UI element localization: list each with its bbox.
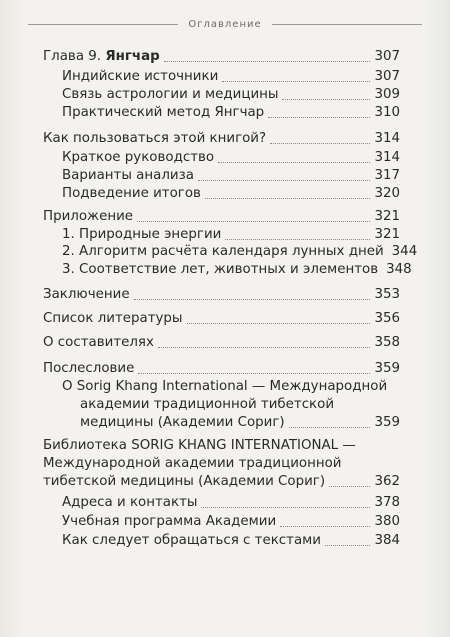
chapter-title: Янгчар <box>105 49 160 64</box>
toc-entry-conclusion[interactable] <box>43 286 400 304</box>
dot-leader <box>268 117 370 118</box>
page-number: 344 <box>391 244 418 259</box>
page-number: 317 <box>374 168 400 183</box>
dot-leader <box>158 347 371 348</box>
toc-entry-label: Послесловие <box>43 361 135 376</box>
toc-entry-analysis-variants[interactable] <box>62 167 400 185</box>
toc-entry-how-to-use[interactable] <box>43 130 400 148</box>
toc-entry-label: Краткое руководство <box>62 150 215 165</box>
page-number: 362 <box>374 474 400 489</box>
dot-leader <box>289 427 371 428</box>
toc-entry-years-animals[interactable] <box>62 261 412 279</box>
dot-leader <box>225 239 370 240</box>
page-number: 314 <box>374 150 400 165</box>
toc-entry-library[interactable] <box>43 437 400 491</box>
dot-leader <box>137 221 370 222</box>
dot-leader <box>222 81 370 82</box>
toc-entry-label: Как пользоваться этой книгой? <box>43 131 267 146</box>
toc-entry-curriculum[interactable] <box>62 513 400 531</box>
toc-entry-natural-energies[interactable] <box>62 226 400 244</box>
dot-leader <box>205 198 371 199</box>
page-number: 307 <box>374 69 400 84</box>
toc-entry-label: Подведение итогов <box>62 186 201 201</box>
dot-leader <box>134 299 371 300</box>
dot-leader <box>201 507 370 508</box>
toc-entry-summary[interactable] <box>62 185 400 203</box>
page-number: 353 <box>374 287 400 302</box>
dot-leader <box>329 486 370 487</box>
dot-leader <box>218 162 370 163</box>
toc-entry-compilers[interactable] <box>43 334 400 352</box>
dot-leader <box>198 180 370 181</box>
toc-entry-astrology-medicine[interactable] <box>62 86 400 104</box>
toc-entry-texts-handling[interactable] <box>62 532 400 550</box>
dot-leader <box>164 61 371 62</box>
page-number: 310 <box>374 105 400 120</box>
toc-entry-afterword[interactable] <box>43 360 400 378</box>
page-number: 321 <box>374 227 400 242</box>
page-number: 358 <box>374 335 400 350</box>
page-number: 359 <box>374 361 400 376</box>
toc-entry-label: 2. Алгоритм расчёта календаря лунных дней <box>62 244 384 259</box>
page-number: 348 <box>386 262 412 277</box>
toc-entry-chapter9[interactable] <box>43 48 400 66</box>
page-number: 320 <box>374 186 400 201</box>
toc-entry-quick-guide[interactable] <box>62 149 400 167</box>
toc-entry-label: Приложение <box>43 209 134 224</box>
toc-entry-lunar-calendar[interactable] <box>62 243 418 261</box>
toc-entry-indian-sources[interactable] <box>62 68 400 86</box>
dot-leader <box>270 143 370 144</box>
page-number: 380 <box>374 514 400 529</box>
toc-entry-label: 1. Природные энергии <box>62 227 222 242</box>
toc-entry-label <box>43 48 160 66</box>
toc-entry-label: Заключение <box>43 287 130 302</box>
toc-entry-addresses[interactable] <box>62 494 400 512</box>
toc-entry-label-line3: медицины (Академии Сориг) <box>80 415 285 430</box>
toc-entry-label-line2: академии традиционной тибетской <box>80 397 335 412</box>
dot-leader <box>280 526 370 527</box>
toc-entry-label: Практический метод Янгчар <box>62 105 265 120</box>
toc-entry-label-line1: Библиотека SORIG KHANG INTERNATIONAL — <box>43 438 356 453</box>
toc-entry-label: Адреса и контакты <box>62 495 198 510</box>
toc-entry-label: Список литературы <box>43 311 183 326</box>
toc-entry-appendix[interactable] <box>43 208 400 226</box>
toc-entry-bibliography[interactable] <box>43 310 400 328</box>
toc-entry-label: Связь астрологии и медицины <box>62 87 279 102</box>
page-number: 309 <box>374 87 400 102</box>
header-title: Оглавление <box>188 18 262 30</box>
dot-leader <box>138 373 370 374</box>
page-number: 384 <box>374 533 400 548</box>
toc-entry-label: Как следует обращаться с текстами <box>62 533 321 548</box>
page-number: 356 <box>374 311 400 326</box>
toc-entry-label: Учебная программа Академии <box>62 514 277 529</box>
toc-entry-label-line1: О Sorig Khang International — Международной <box>62 379 388 394</box>
dot-leader <box>325 545 370 546</box>
toc-entry-label: 3. Соответствие лет, животных и элементов <box>62 262 379 277</box>
page-number: 359 <box>374 415 400 430</box>
page-number: 321 <box>374 209 400 224</box>
page-number: 378 <box>374 495 400 510</box>
toc-entry-label-line2: Международной академии традиционной <box>43 456 342 471</box>
page-number: 314 <box>374 131 400 146</box>
toc-entry-label: Варианты анализа <box>62 168 194 183</box>
chapter-prefix: Глава 9. <box>43 49 106 64</box>
toc-entry-practical-method[interactable] <box>62 104 400 122</box>
toc-entry-label-line3: тибетской медицины (Академии Сориг) <box>43 474 326 489</box>
dot-leader <box>282 99 370 100</box>
dot-leader <box>187 323 371 324</box>
page-number: 307 <box>374 49 400 64</box>
toc-entry-label: Индийские источники <box>62 69 219 84</box>
toc-entry-label: О составителях <box>43 335 154 350</box>
toc-entry-about-sorig-khang[interactable] <box>62 378 400 432</box>
